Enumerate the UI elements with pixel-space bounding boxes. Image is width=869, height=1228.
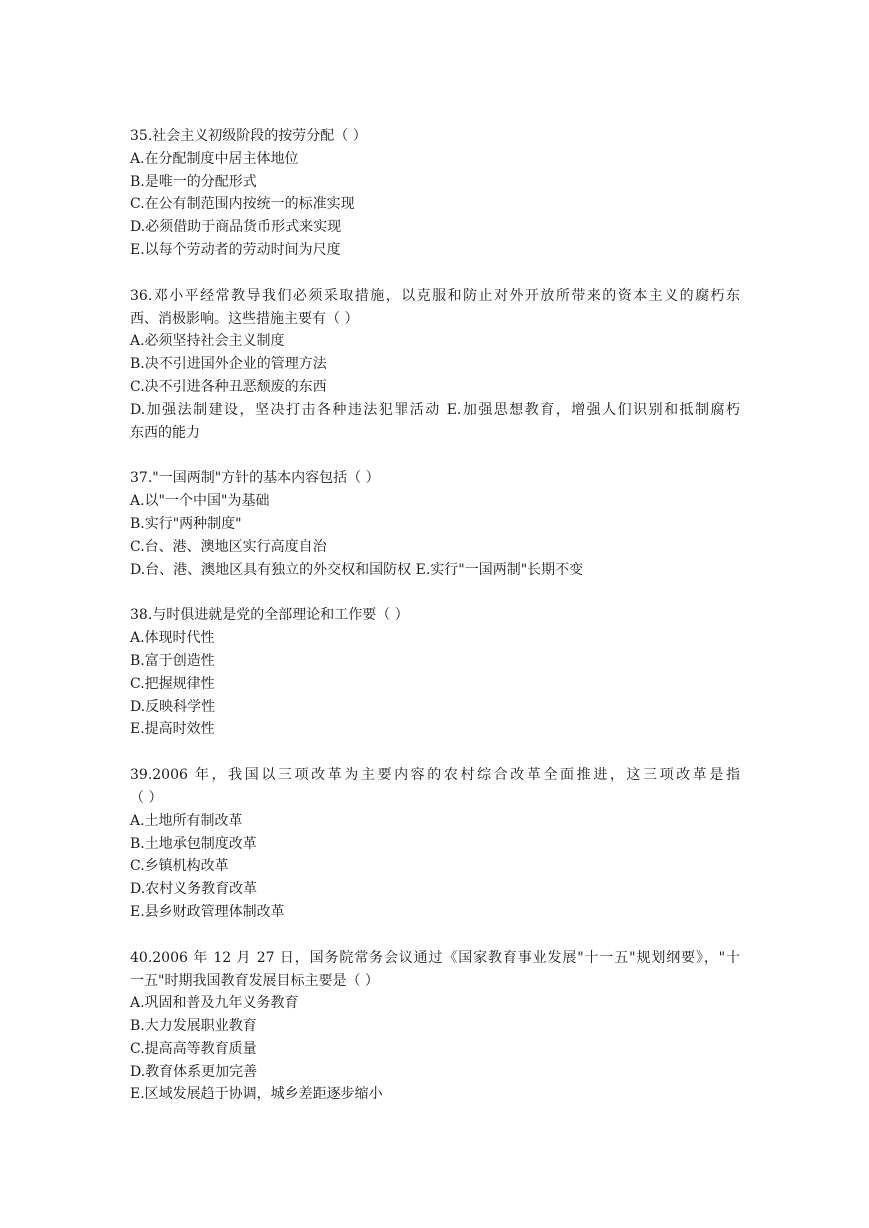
option-a: A.巩固和普及九年义务教育 xyxy=(130,995,299,1012)
question-38 xyxy=(130,604,740,741)
option-c: C.乡镇机构改革 xyxy=(130,858,229,875)
option-c: C.提高高等教育质量 xyxy=(130,1040,257,1057)
option-d: D.反映科学性 xyxy=(130,698,216,715)
option-e: E.以每个劳动者的劳动时间为尺度 xyxy=(130,241,341,258)
option-b: B.决不引进国外企业的管理方法 xyxy=(130,356,327,373)
option-d: D.必须借助于商品货币形式来实现 xyxy=(130,219,342,236)
question-stem-continued: 一五"时期我国教育发展目标主要是（ ） xyxy=(130,972,379,989)
option-d-e: D.加强法制建设，坚决打击各种违法犯罪活动 E.加强思想教育，增强人们识别和抵制腐朽 xyxy=(130,401,740,418)
option-c: C.决不引进各种丑恶颓废的东西 xyxy=(130,378,327,395)
option-d-e: D.台、港、澳地区具有独立的外交权和国防权 E.实行"一国两制"长期不变 xyxy=(130,561,584,578)
option-e: E.县乡财政管理体制改革 xyxy=(130,903,285,920)
question-40 xyxy=(130,947,740,1107)
option-b: B.土地承包制度改革 xyxy=(130,835,257,852)
option-c: C.把握规律性 xyxy=(130,675,215,692)
option-a: A.体现时代性 xyxy=(130,630,215,647)
option-a: A.在分配制度中居主体地位 xyxy=(130,150,299,167)
option-e-continued: 东西的能力 xyxy=(130,424,200,441)
question-stem: 39.2006 年，我国以三项改革为主要内容的农村综合改革全面推进，这三项改革是指 xyxy=(130,767,740,784)
answer-blank: （ ） xyxy=(130,789,163,806)
option-e: E.区域发展趋于协调，城乡差距逐步缩小 xyxy=(130,1086,383,1103)
option-b: B.实行"两种制度" xyxy=(130,515,242,532)
option-c: C.台、港、澳地区实行高度自治 xyxy=(130,538,327,555)
question-stem: 40.2006 年 12 月 27 日，国务院常务会议通过《国家教育事业发展"十一五"规划纲要》，"十 xyxy=(130,949,740,966)
question-stem: 36.邓小平经常教导我们必须采取措施，以克服和防止对外开放所带来的资本主义的腐朽东 xyxy=(130,287,740,304)
question-stem-continued: 西、消极影响。这些措施主要有（ ） xyxy=(130,310,359,327)
question-36 xyxy=(130,285,740,445)
option-b: B.大力发展职业教育 xyxy=(130,1018,257,1035)
option-c: C.在公有制范围内按统一的标准实现 xyxy=(130,196,355,213)
question-37 xyxy=(130,467,740,581)
question-39 xyxy=(130,764,740,924)
question-stem: 37."一国两制"方针的基本内容包括（ ） xyxy=(130,470,380,487)
option-b: B.富于创造性 xyxy=(130,652,215,669)
option-a: A.土地所有制改革 xyxy=(130,812,243,829)
question-stem: 38.与时俱进就是党的全部理论和工作要（ ） xyxy=(130,607,409,624)
question-stem: 35.社会主义初级阶段的按劳分配（ ） xyxy=(130,128,367,144)
question-35 xyxy=(130,125,740,262)
option-d: D.农村义务教育改革 xyxy=(130,881,258,898)
option-a: A.以"一个中国"为基础 xyxy=(130,493,270,510)
option-a: A.必须坚持社会主义制度 xyxy=(130,333,285,350)
document-page xyxy=(130,125,740,1129)
option-b: B.是唯一的分配形式 xyxy=(130,173,257,190)
option-e: E.提高时效性 xyxy=(130,721,215,738)
option-d: D.教育体系更加完善 xyxy=(130,1063,258,1080)
